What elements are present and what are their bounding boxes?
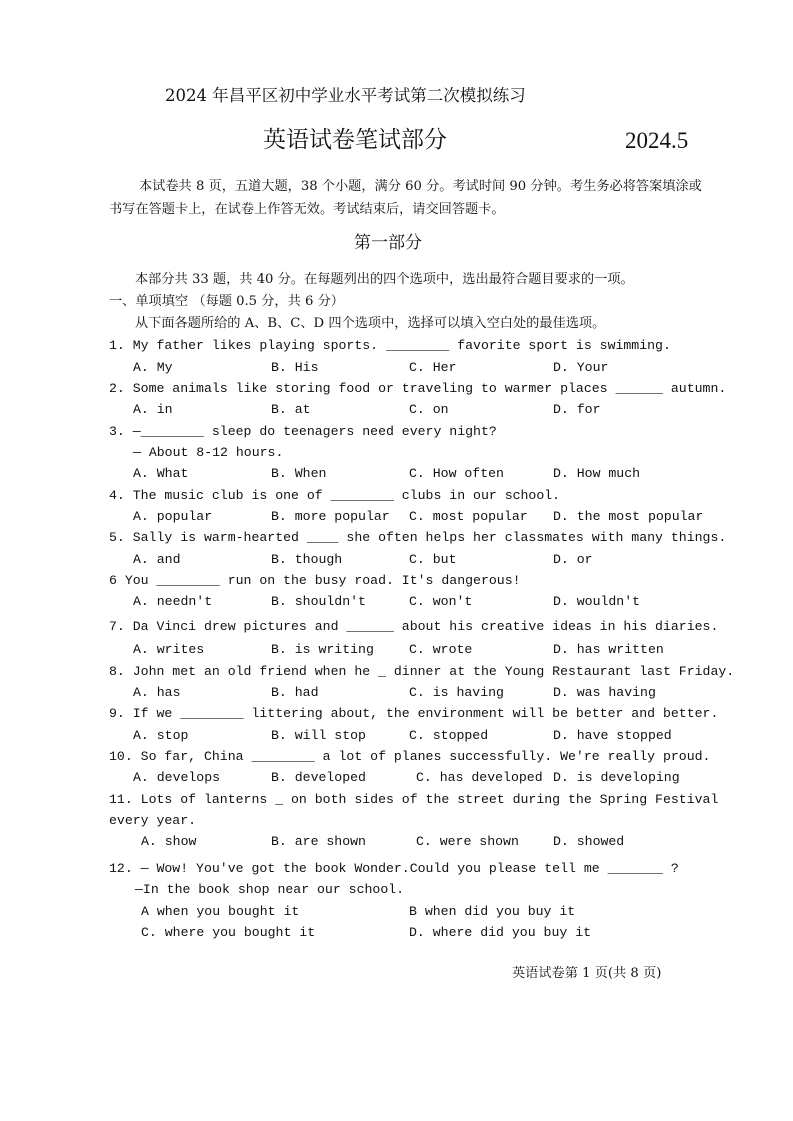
- question-stem: 8. John met an old friend when he _ dinner at the Young Restaurant last Friday.: [109, 664, 735, 679]
- option-a: A. and: [133, 552, 181, 567]
- option-c: C. How often: [409, 466, 504, 481]
- question-stem-line2: every year.: [109, 813, 197, 828]
- option-d: D. was having: [553, 685, 656, 700]
- exam-subtitle: 英语试卷笔试部分: [263, 127, 447, 153]
- option-b: B. at: [271, 402, 311, 417]
- question-stem: 3. —________ sleep do teenagers need every night?: [109, 424, 497, 439]
- option-a: A. My: [133, 360, 173, 375]
- section-title: 一、单项填空 （每题 0.5 分，共 6 分）: [109, 294, 344, 309]
- question-stem: 12. — Wow! You've got the book Wonder.Could you please tell me _______ ?: [109, 861, 679, 876]
- option-b: B. will stop: [271, 728, 366, 743]
- question-stem-line2: — About 8-12 hours.: [133, 445, 284, 460]
- option-c: C. on: [409, 402, 449, 417]
- section-instructions: 从下面各题所给的 A、B、C、D 四个选项中，选择可以填入空白处的最佳选项。: [135, 316, 606, 331]
- question-stem: 1. My father likes playing sports. ________ favorite sport is swimming.: [109, 338, 671, 353]
- option-d: D. the most popular: [553, 509, 704, 524]
- option-b: B. His: [271, 360, 319, 375]
- option-c: C. won't: [409, 594, 473, 609]
- option-d: D. where did you buy it: [409, 925, 592, 940]
- option-b: B. had: [271, 685, 319, 700]
- option-c: C. were shown: [416, 834, 519, 849]
- part-title: 第一部分: [354, 233, 422, 253]
- option-a: A when you bought it: [141, 904, 300, 919]
- option-c: C. where you bought it: [141, 925, 316, 940]
- question-stem: 4. The music club is one of ________ clubs in our school.: [109, 488, 561, 503]
- option-d: D. How much: [553, 466, 641, 481]
- question-stem: 10. So far, China ________ a lot of planes successfully. We're really proud.: [109, 749, 711, 764]
- option-c: C. but: [409, 552, 457, 567]
- option-c: C. has developed: [416, 770, 543, 785]
- option-c: C. wrote: [409, 642, 473, 657]
- option-d: D. is developing: [553, 770, 680, 785]
- option-a: A. show: [141, 834, 197, 849]
- question-stem-line2: —In the book shop near our school.: [135, 882, 405, 897]
- option-b: B. is writing: [271, 642, 374, 657]
- option-c: C. stopped: [409, 728, 489, 743]
- exam-title: 2024 年昌平区初中学业水平考试第二次模拟练习: [165, 86, 526, 105]
- question-stem: 2. Some animals like storing food or traveling to warmer places ______ autumn.: [109, 381, 727, 396]
- option-d: D. Your: [553, 360, 609, 375]
- option-d: D. showed: [553, 834, 625, 849]
- option-a: A. stop: [133, 728, 189, 743]
- question-stem: 5. Sally is warm-hearted ____ she often helps her classmates with many things.: [109, 530, 727, 545]
- option-b: B. more popular: [271, 509, 390, 524]
- option-b: B. When: [271, 466, 327, 481]
- question-stem: 11. Lots of lanterns _ on both sides of the street during the Spring Festival: [109, 792, 719, 807]
- option-c: C. Her: [409, 360, 457, 375]
- option-a: A. needn't: [133, 594, 213, 609]
- question-stem: 7. Da Vinci drew pictures and ______ about his creative ideas in his diaries.: [109, 619, 719, 634]
- option-d: D. or: [553, 552, 593, 567]
- option-d: D. has written: [553, 642, 664, 657]
- option-a: A. What: [133, 466, 189, 481]
- option-d: D. for: [553, 402, 601, 417]
- question-stem: 6 You ________ run on the busy road. It's dangerous!: [109, 573, 521, 588]
- option-d: D. wouldn't: [553, 594, 641, 609]
- option-b: B. are shown: [271, 834, 366, 849]
- option-a: A. in: [133, 402, 173, 417]
- option-b: B. shouldn't: [271, 594, 366, 609]
- part-description: 本部分共 33 题，共 40 分。在每题列出的四个选项中，选出最符合题目要求的一项。: [135, 272, 634, 287]
- option-a: A. writes: [133, 642, 205, 657]
- option-a: A. popular: [133, 509, 213, 524]
- option-c: C. most popular: [409, 509, 528, 524]
- exam-instructions: 本试卷共 8 页，五道大题，38 个小题，满分 60 分。考试时间 90 分钟。考生务必将答案填涂或书写在答题卡上，在试卷上作答无效。考试结束后，请交回答题卡。: [109, 179, 702, 217]
- option-b: B. though: [271, 552, 343, 567]
- option-c: C. is having: [409, 685, 504, 700]
- option-b: B when did you buy it: [409, 904, 576, 919]
- option-b: B. developed: [271, 770, 366, 785]
- option-a: A. develops: [133, 770, 221, 785]
- option-a: A. has: [133, 685, 181, 700]
- page-footer: 英语试卷第 1 页(共 8 页): [512, 966, 662, 981]
- option-d: D. have stopped: [553, 728, 672, 743]
- exam-date: 2024.5: [625, 128, 689, 153]
- question-stem: 9. If we ________ littering about, the environment will be better and better.: [109, 706, 719, 721]
